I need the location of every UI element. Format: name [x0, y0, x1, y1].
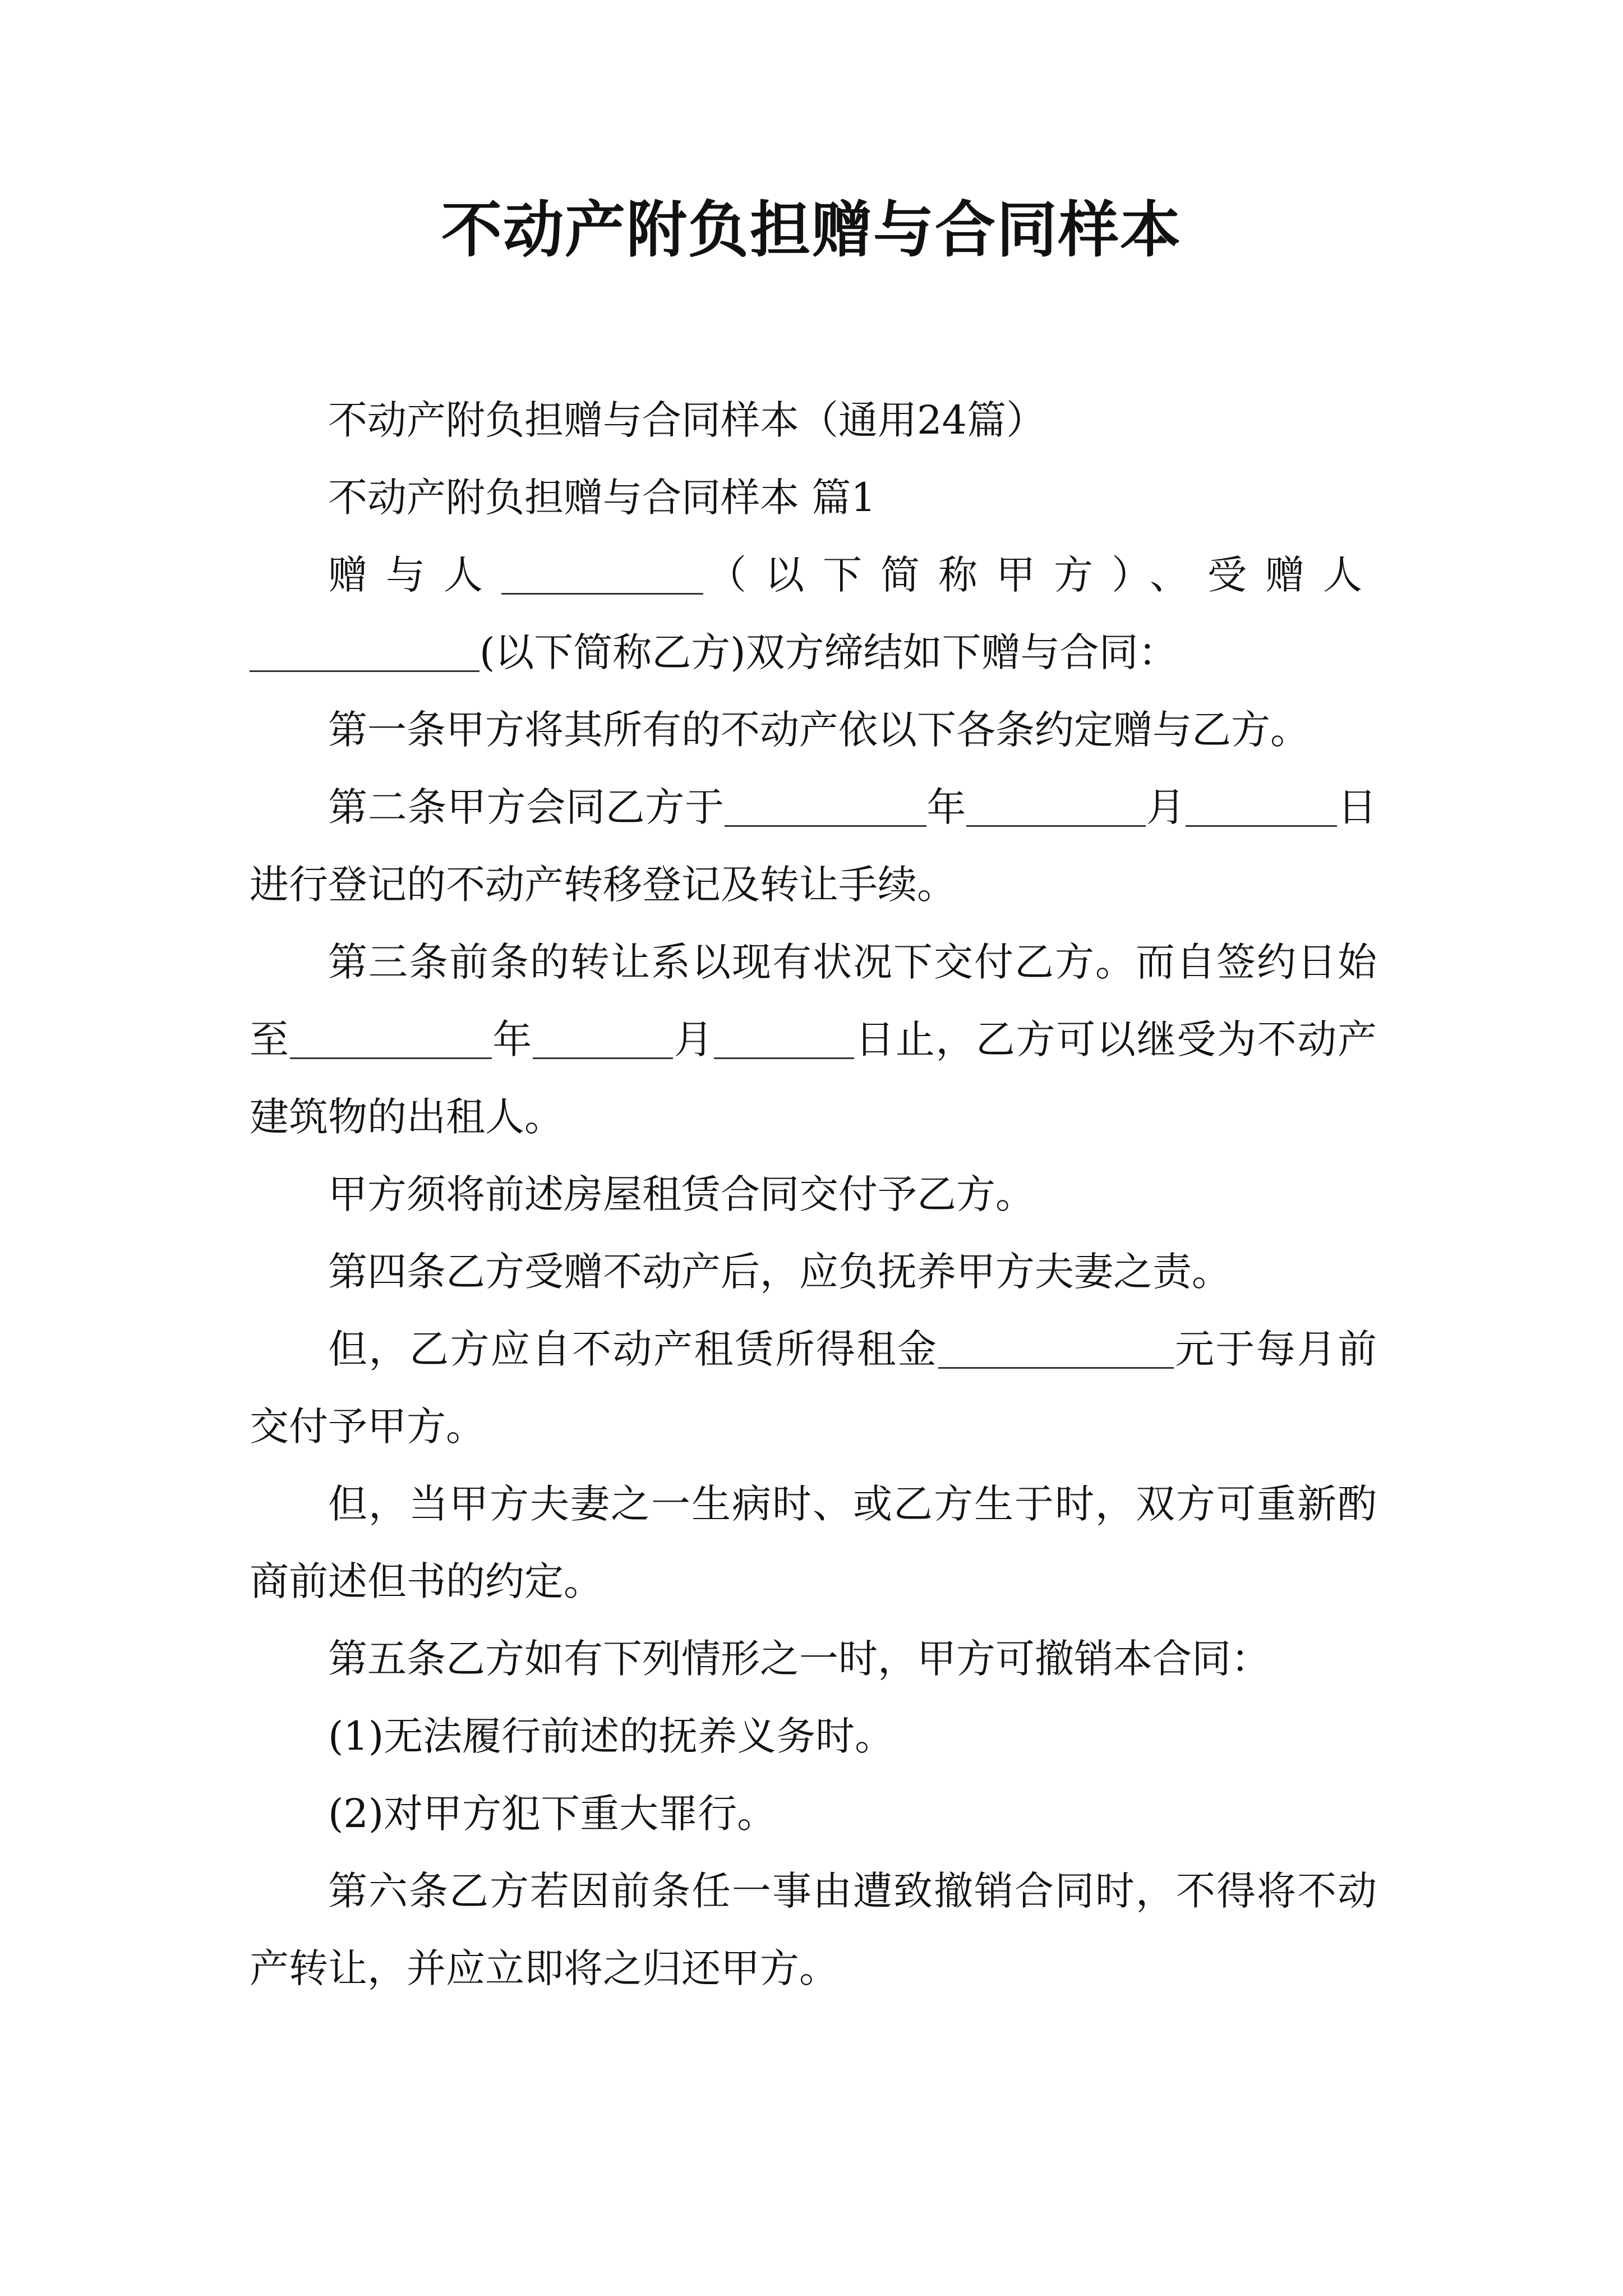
article-3 [250, 923, 1377, 1156]
donor-label: 赠与人 [328, 552, 501, 598]
article-3-prefix: 第三条前条的转让系以现有状况下交付乙方。而自签约日始至 [250, 939, 1377, 1062]
article-5-item-2: (2)对甲方犯下重大罪行。 [328, 1791, 777, 1837]
document-title: 不动产附负担赠与合同样本 [441, 195, 1182, 265]
article-6: 第六条乙方若因前条任一事由遭致撤销合同时，不得将不动产转让，并应立即将之归还甲方。 [250, 1868, 1377, 1991]
document-subtitle: 不动产附负担赠与合同样本（通用24篇） [328, 397, 1046, 443]
document-body [250, 381, 1377, 2007]
donor-blank [501, 554, 703, 595]
article-4b-suffix: 元于每月前交付予甲方。 [250, 1326, 1377, 1450]
article-2-year-blank [725, 786, 926, 827]
donor-suffix: （以下简称甲方）、受赠人 [703, 552, 1377, 598]
donee-suffix: (以下简称乙方)双方缔结如下赠与合同： [479, 629, 1178, 675]
article-3b: 甲方须将前述房屋租赁合同交付予乙方。 [328, 1171, 1035, 1217]
rent-amount-blank [938, 1328, 1174, 1369]
article-4c: 但，当甲方夫妻之一生病时、或乙方生于时，双方可重新酌商前述但书的约定。 [250, 1481, 1377, 1604]
article-3-year-blank [290, 1018, 492, 1059]
article-5-item-1: (1)无法履行前述的抚养义务时。 [328, 1713, 895, 1759]
article-5: 第五条乙方如有下列情形之一时，甲方可撤销本合同： [328, 1636, 1270, 1682]
section-heading: 不动产附负担赠与合同样本 篇1 [328, 475, 876, 521]
intro-paragraph [250, 536, 1377, 691]
article-4b [250, 1310, 1377, 1465]
article-4: 第四条乙方受赠不动产后，应负抚养甲方夫妻之责。 [328, 1249, 1231, 1295]
article-4b-prefix: 但，乙方应自不动产租赁所得租金 [328, 1326, 938, 1372]
article-3-month-blank [533, 1018, 673, 1059]
article-2-prefix: 第二条甲方会同乙方于 [328, 784, 725, 830]
article-2-suffix: 日进行登记的不动产转移登记及转让手续。 [250, 784, 1377, 908]
article-2 [250, 769, 1377, 923]
article-2-month: 月 [1146, 784, 1186, 830]
article-3-month: 月 [673, 1016, 714, 1062]
article-2-month-blank [966, 786, 1146, 827]
article-3-year: 年 [491, 1016, 533, 1062]
article-1: 第一条甲方将其所有的不动产依以下各条约定赠与乙方。 [328, 707, 1310, 753]
article-3-suffix: 日止，乙方可以继受为不动产建筑物的出租人。 [250, 1016, 1377, 1140]
donee-blank [250, 631, 479, 672]
article-2-year: 年 [926, 784, 967, 830]
article-2-day-blank [1186, 786, 1337, 827]
article-3-day-blank [714, 1018, 854, 1059]
